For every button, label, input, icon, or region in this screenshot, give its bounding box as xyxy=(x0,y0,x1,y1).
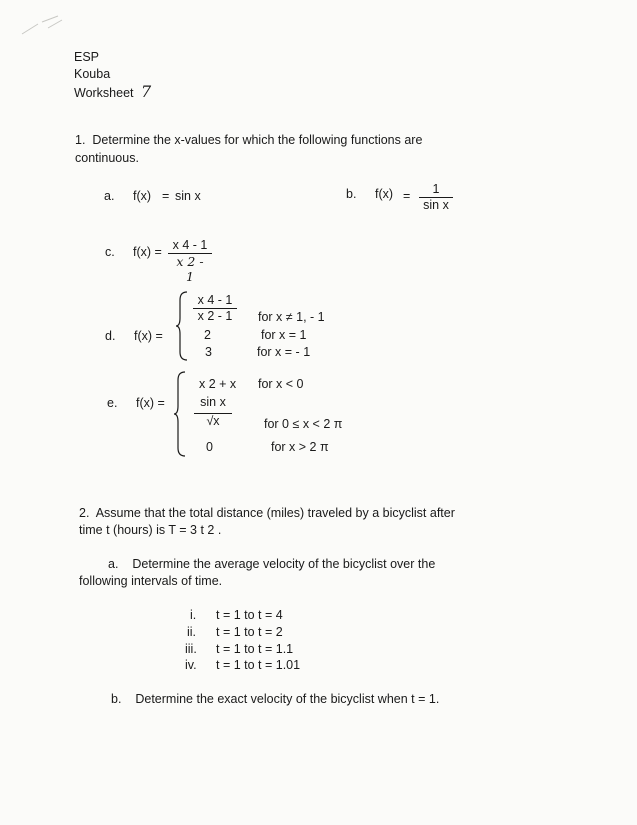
q1d-row1-fraction: $\frac{x 4 - 1}{x 2 - 1}$ xyxy=(193,293,237,324)
worksheet-number: 7 xyxy=(141,82,152,101)
q1b-eq: = xyxy=(403,189,411,203)
q1d-row2-val: 2 xyxy=(204,328,211,342)
q1e-row3-val: 0 xyxy=(206,440,213,454)
q1e-label: e. xyxy=(107,396,118,410)
q2b-text: b. Determine the exact velocity of the bicyclist when t = 1. xyxy=(111,692,440,706)
q1d-lhs: f(x) = xyxy=(134,329,163,343)
interval-text: t = 1 to t = 1.01 xyxy=(216,658,301,672)
q1d-label: d. xyxy=(105,329,116,343)
q1c-fraction xyxy=(168,238,212,284)
q1b-numerator: 1 xyxy=(432,182,440,196)
q1-prompt-line1: 1. Determine the x-values for which the following functions are xyxy=(75,133,423,147)
q2-prompt-line1: 2. Assume that the total distance (miles) traveled by a bicyclist after xyxy=(79,506,455,520)
interval-roman: iii. xyxy=(185,642,197,656)
interval-roman: iv. xyxy=(185,658,197,672)
interval-text: t = 1 to t = 1.1 xyxy=(216,642,294,656)
q1d-row3-val: 3 xyxy=(205,345,212,359)
q1d-left-brace xyxy=(175,290,189,362)
teacher-name: Kouba xyxy=(74,67,111,81)
q1a-eq: = xyxy=(162,189,170,203)
q1-prompt-line2: continuous. xyxy=(75,151,139,165)
q1a-lhs: f(x) xyxy=(133,189,152,203)
q1b-lhs: f(x) xyxy=(375,187,394,201)
paper-smudge xyxy=(18,10,68,40)
q1e-row3-cond: for x > 2 π xyxy=(271,440,329,454)
q1b-fraction xyxy=(419,182,453,213)
q1c-label: c. xyxy=(105,245,115,259)
q1c-numerator: x 4 - 1 xyxy=(172,238,208,252)
q1a-rhs: sin x xyxy=(175,189,201,203)
q1b-label: b. xyxy=(346,187,357,201)
q1e-left-brace xyxy=(173,370,187,458)
interval-text: t = 1 to t = 2 xyxy=(216,625,283,639)
q1a-label: a. xyxy=(104,189,115,203)
q1e-lhs: f(x) = xyxy=(136,396,165,410)
q1b-denominator: sin x xyxy=(419,197,453,213)
interval-text: t = 1 to t = 4 xyxy=(216,608,283,622)
q1e-row1-cond: for x < 0 xyxy=(258,377,304,391)
q1c-lhs: f(x) = xyxy=(133,245,162,259)
course-name: ESP xyxy=(74,50,100,64)
q1d-row3-cond: for x = - 1 xyxy=(257,345,311,359)
q1c-denominator: x 2 - 1 xyxy=(168,253,212,284)
q2-prompt-line2: time t (hours) is T = 3 t 2 . xyxy=(79,523,222,537)
q2a-line1: a. Determine the average velocity of the bicyclist over the xyxy=(108,557,436,571)
worksheet-label: Worksheet xyxy=(74,86,134,100)
worksheet-title xyxy=(74,84,151,101)
q1e-row2-fraction: $\frac{\text{sin x}}{√x}$ xyxy=(194,395,232,429)
q1e-row1-val: x 2 + x xyxy=(199,377,237,391)
interval-roman: i. xyxy=(190,608,197,622)
interval-roman: ii. xyxy=(187,625,197,639)
q2a-line2: following intervals of time. xyxy=(79,574,223,588)
q1d-row2-cond: for x = 1 xyxy=(261,328,307,342)
q1d-row1-cond: for x ≠ 1, - 1 xyxy=(258,310,325,324)
q1e-row2-cond: for 0 ≤ x < 2 π xyxy=(264,417,343,431)
